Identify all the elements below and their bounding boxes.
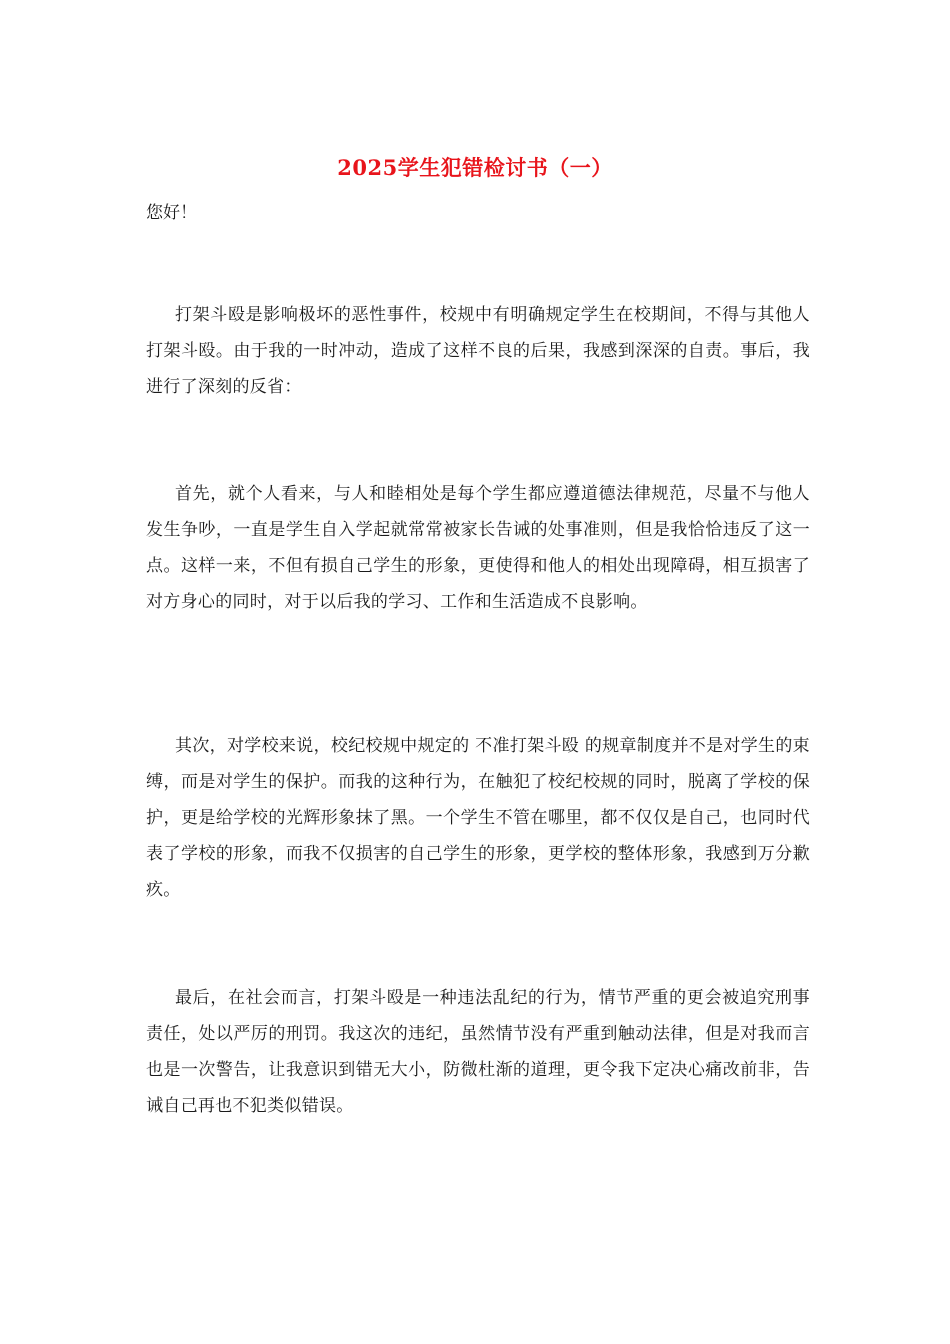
greeting: 您好！ [146,203,197,223]
document-title: 2025学生犯错检讨书（一） [337,155,613,180]
paragraph-1: 打架斗殴是影响极坏的恶性事件，校规中有明确规定学生在校期间，不得与其他人打架斗殴。由于我的一时冲动，造成了这样不良的后果，我感到深深的自责。事后，我进行了深刻的反省： [146,305,810,397]
paragraph-2: 首先，就个人看来，与人和睦相处是每个学生都应遵道德法律规范，尽量不与他人发生争吵，一直是学生自入学起就常常被家长告诫的处事准则，但是我恰恰违反了这一点。这样一来，不但有损自己学生的形象，更使得和他人的相处出现障碍，相互损害了对方身心的同时，对于以后我的学习、工作和生活造成不良影响。 [146,484,810,612]
paragraph-3: 其次，对学校来说，校纪校规中规定的 不准打架斗殴 的规章制度并不是对学生的束缚，而是对学生的保护。而我的这种行为，在触犯了校纪校规的同时，脱离了学校的保护，更是给学校的光辉形象抹了黑。一个学生不管在哪里，都不仅仅是自己，也同时代表了学校的形象，而我不仅损害的自己学生的形象，更学校的整体形象，我感到万分歉疚。 [146,736,810,900]
paragraph-4: 最后，在社会而言，打架斗殴是一种违法乱纪的行为，情节严重的更会被追究刑事责任，处以严厉的刑罚。我这次的违纪，虽然情节没有严重到触动法律，但是对我而言也是一次警告，让我意识到错无大小，防微杜渐的道理，更令我下定决心痛改前非，告诫自己再也不犯类似错误。 [146,988,810,1116]
